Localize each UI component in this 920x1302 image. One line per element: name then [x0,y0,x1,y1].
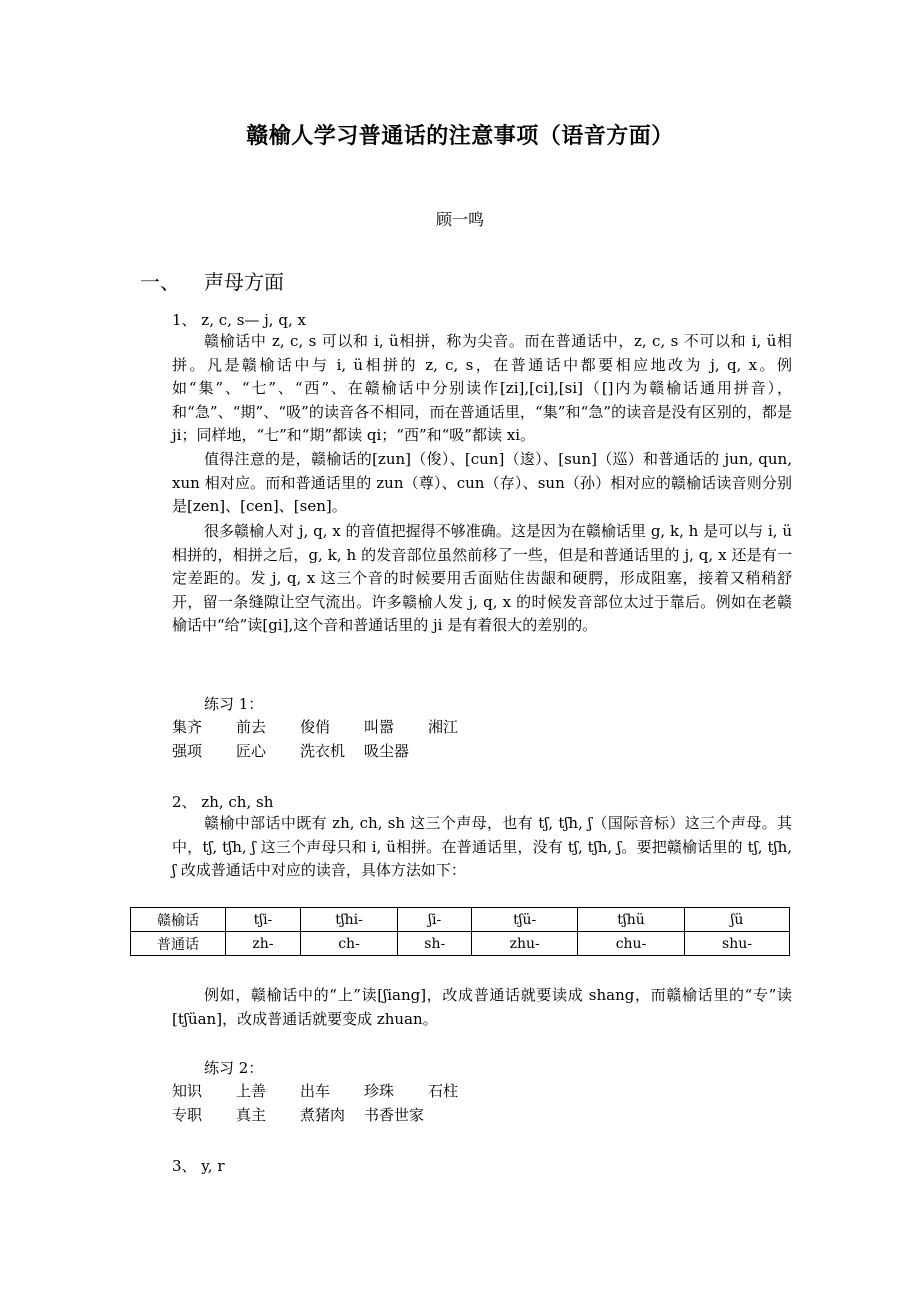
practice-word: 匠心 [236,742,267,760]
practice-word: 石柱 [428,1082,459,1100]
practice-2-row-1 [172,1080,492,1101]
item-3-heading: 3、 y, r [172,1157,225,1175]
section-heading [140,266,284,295]
item-2-paragraph: 赣榆中部话中既有 zh, ch, sh 这三个声母，也有 tʃ, tʃh, ʃ（国际音标）这三个声母。其中，tʃ, tʃh, ʃ 这三个声母只和 i, ü相拼。在普通话里，没有 tʃ, tʃh, ʃ。要把赣榆话里的 tʃ, tʃh, ʃ 改成普通话中对应的读音，具体方法如下： [172,814,792,879]
table-cell: zh- [226,932,301,956]
table-row [131,932,790,956]
practice-word: 珍珠 [364,1082,395,1100]
table-cell: ʃi- [398,908,472,932]
practice-2-label: 练习 2： [204,1059,264,1077]
practice-word: 上善 [236,1082,267,1100]
practice-word: 集齐 [172,718,203,736]
item-1-paragraph-3: 很多赣榆人对 j, q, x 的音值把握得不够准确。这是因为在赣榆话里 g, k, h 是可以与 i, ü相拼的，相拼之后，g, k, h 的发音部位虽然前移了一些，但是和普通话里的 j, q, x 还是有一定差距的。发 j, q, x 这三个音的时候要用舌面贴住齿龈和硬腭，形成阻塞，接着又稍稍舒开，留一条缝隙让空气流出。许多赣榆人发 j, q, x 的时候发音部位太过于靠后。例如在老赣榆话中“给”读[gi],这个音和普通话里的 ji 是有着很大的差别的。 [172,522,792,634]
practice-word: 吸尘器 [364,742,410,760]
practice-word: 专职 [172,1106,203,1124]
practice-word: 洗衣机 [300,742,346,760]
practice-1-label: 练习 1： [204,695,264,713]
item-1-paragraph-2: 值得注意的是，赣榆话的[zun]（俊）、[cun]（逡）、[sun]（巡）和普通话的 jun, qun, xun 相对应。而和普通话里的 zun（尊）、cun（存）、sun（孙）相对应的赣榆话读音则分别是[zen]、[cen]、[sen]。 [172,450,792,515]
table-cell: zhu- [472,932,578,956]
table-cell: shu- [685,932,790,956]
author: 顾一鸣 [435,210,484,229]
table-cell: sh- [398,932,472,956]
document-title: 赣榆人学习普通话的注意事项（语音方面） [246,123,674,149]
table-cell: tʃhü [577,908,684,932]
practice-word: 知识 [172,1082,203,1100]
practice-1-row-1 [172,716,492,737]
item-2-heading: 2、 zh, ch, sh [172,793,274,811]
practice-word: 真主 [236,1106,267,1124]
item-2-example: 例如，赣榆话中的“上”读[ʃiang]，改成普通话就要读成 shang，而赣榆话里的“专”读[tʃüan]，改成普通话就要变成 zhuan。 [172,986,792,1028]
practice-word: 书香世家 [364,1106,425,1124]
practice-word: 前去 [236,718,267,736]
item-1-heading: 1、 z, c, s— j, q, x [172,311,306,329]
practice-2-row-2 [172,1104,428,1125]
table-row [131,908,790,932]
table-cell: 普通话 [131,932,226,956]
table-cell: 赣榆话 [131,908,226,932]
table-cell: tʃü- [472,908,578,932]
practice-word: 叫嚣 [364,718,395,736]
practice-word: 俊俏 [300,718,331,736]
table-cell: tʃhi- [300,908,397,932]
section-number: 一、 [140,270,180,294]
table-cell: ch- [300,932,397,956]
practice-word: 煮猪肉 [300,1106,346,1124]
table-cell: ʃü [685,908,790,932]
practice-word: 强项 [172,742,203,760]
pronunciation-table [130,907,790,956]
table-cell: chu- [577,932,684,956]
practice-word: 出车 [300,1082,331,1100]
practice-word: 湘江 [428,718,459,736]
section-title: 声母方面 [204,270,284,294]
table-cell: tʃi- [226,908,301,932]
practice-1-row-2 [172,740,428,761]
item-1-paragraph-1: 赣榆话中 z, c, s 可以和 i, ü相拼，称为尖音。而在普通话中，z, c, s 不可以和 i, ü相拼。凡是赣榆话中与 i, ü相拼的 z, c, s，在普通话中都要相应地改为 j, q, x。例如“集”、“七”、“西”、在赣榆话中分别读作[zi],[ci],[si]（[]内为赣榆话通用拼音），和“急”、“期”、“吸”的读音各不相同，而在普通话里，“集”和“急”的读音是没有区别的，都是 ji；同样地，“七”和“期”都读 qi；“西”和“吸”都读 xi。 [172,332,792,444]
